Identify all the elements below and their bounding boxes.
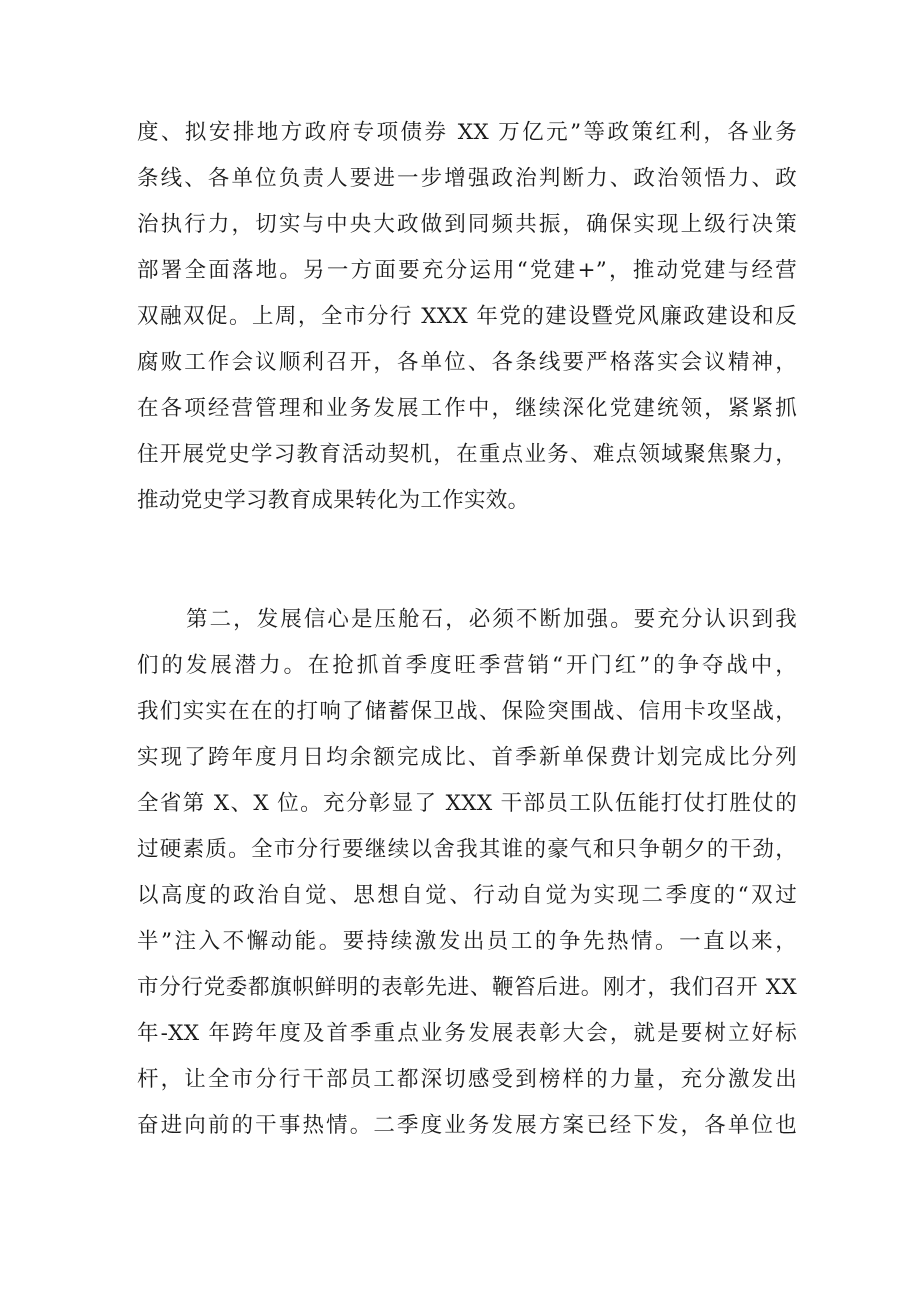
paragraph-1-line-3: 治执行力，切实与中央大政做到同频共振，确保实现上级行决策 (137, 212, 797, 237)
paragraph-1-line-9: 推动党史学习教育成果转化为工作实效。 (137, 488, 530, 513)
paragraph-1-line-6: 腐败工作会议顺利召开，各单位、各条线要严格落实会议精神， (137, 350, 797, 375)
paragraph-2-line-5: 全省第 X、X 位。充分彰显了 XXX 干部员工队伍能打仗打胜仗的 (137, 791, 797, 816)
paragraph-1-line-4: 部署全面落地。另一方面要充分运用“党建+”，推动党建与经营 (137, 258, 797, 283)
paragraph-2-line-8: 半”注入不懈动能。要持续激发出员工的争先热情。一直以来， (137, 929, 797, 954)
paragraph-2-line-2: 们的发展潜力。在抢抓首季度旺季营销“开门红”的争夺战中， (137, 653, 797, 678)
paragraph-2-line-6: 过硬素质。全市分行要继续以舍我其谁的豪气和只争朝夕的干劲， (137, 837, 797, 862)
paragraph-1-line-5: 双融双促。上周，全市分行 XXX 年党的建设暨党风廉政建设和反 (137, 304, 797, 329)
paragraph-2-line-7: 以高度的政治自觉、思想自觉、行动自觉为实现二季度的“双过 (137, 883, 797, 908)
paragraph-2-line-4: 实现了跨年度月日均余额完成比、首季新单保费计划完成比分列 (137, 745, 797, 770)
paragraph-2-line-1: 第二，发展信心是压舱石，必须不断加强。要充分认识到我 (186, 607, 797, 632)
paragraph-2-line-11: 杆，让全市分行干部员工都深切感受到榜样的力量，充分激发出 (137, 1067, 797, 1092)
paragraph-1-line-7: 在各项经营管理和业务发展工作中，继续深化党建统领，紧紧抓 (137, 396, 797, 421)
paragraph-1-line-8: 住开展党史学习教育活动契机，在重点业务、难点领域聚焦聚力， (137, 442, 797, 467)
paragraph-2-line-12: 奋进向前的干事热情。二季度业务发展方案已经下发，各单位也 (137, 1113, 797, 1138)
paragraph-1-line-1: 度、拟安排地方政府专项债券 XX 万亿元”等政策红利，各业务 (137, 120, 797, 145)
paragraph-2-line-3: 我们实实在在的打响了储蓄保卫战、保险突围战、信用卡攻坚战， (137, 699, 797, 724)
paragraph-2-line-9: 市分行党委都旗帜鲜明的表彰先进、鞭笞后进。刚才，我们召开 XX (137, 975, 797, 1000)
paragraph-2-line-10: 年-XX 年跨年度及首季重点业务发展表彰大会，就是要树立好标 (137, 1021, 797, 1046)
paragraph-1-line-2: 条线、各单位负责人要进一步增强政治判断力、政治领悟力、政 (137, 166, 797, 191)
